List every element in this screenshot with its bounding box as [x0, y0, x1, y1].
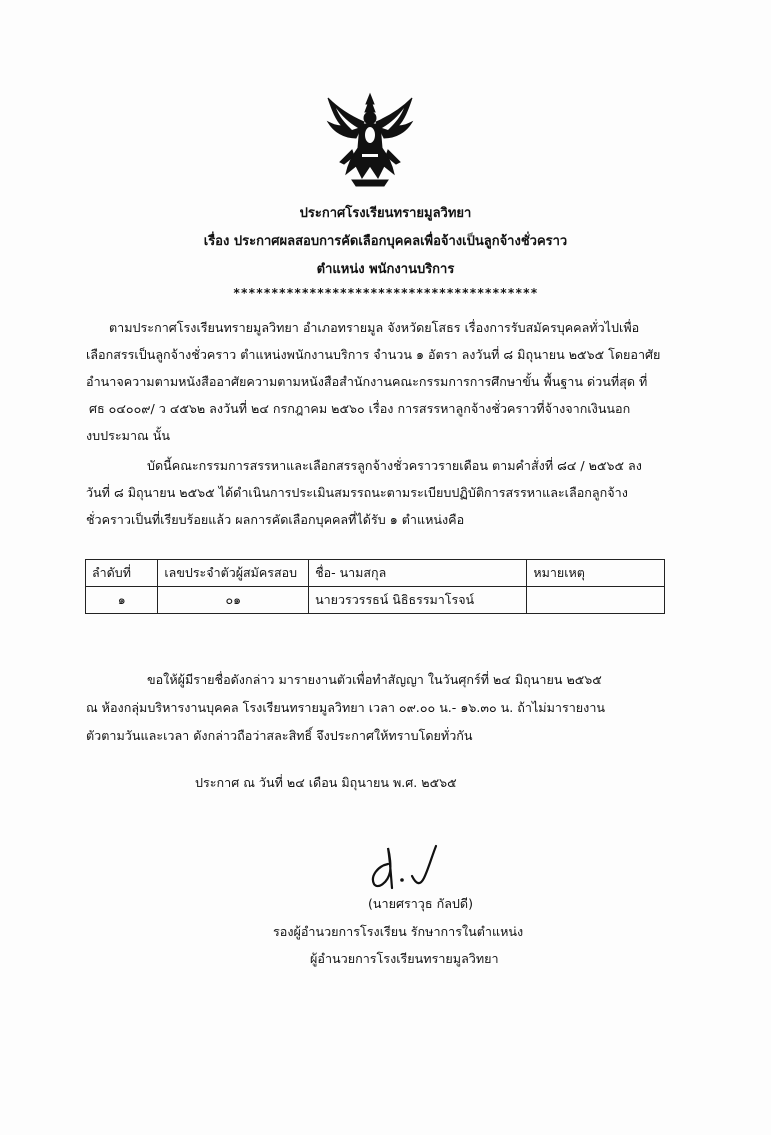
paragraph-line: ศธ ๐๔๐๐๙/ ว ๔๕๖๒ ลงวันที่ ๒๔ กรกฎาคม ๒๕๖๐ เรื่อง การสรรหาลูกจ้างชั่วคราวที่จ้างจากเงินนอก [89, 401, 631, 416]
garuda-emblem [322, 92, 418, 188]
announcement-title: ประกาศโรงเรียนทรายมูลวิทยา [299, 206, 472, 221]
header-full-name: ชื่อ- นามสกุล [309, 560, 527, 587]
paragraph-line: อำนาจความตามหนังสืออาศัยความตามหนังสือสำนักงานคณะกรรมการการศึกษาขั้น พื้นฐาน ด่วนที่สุด ที่ [86, 374, 648, 389]
header-remarks: หมายเหตุ [527, 560, 665, 587]
table-row [86, 587, 665, 614]
table-header-row [86, 560, 665, 587]
announcement-subject: เรื่อง ประกาศผลสอบการคัดเลือกบุคคลเพื่อจ้างเป็นลูกจ้างชั่วคราว [203, 234, 568, 249]
cell-applicant-id: ๐๑ [158, 587, 309, 614]
paragraph-line: งบประมาณ นั้น [86, 428, 170, 443]
paragraph-line: บัดนี้คณะกรรมการสรรหาและเลือกสรรลูกจ้างชั่วคราวรายเดือน ตามคำสั่งที่ ๘๔ / ๒๕๖๕ ลง [147, 458, 642, 473]
cell-remarks [527, 587, 665, 614]
paragraph-line: เลือกสรรเป็นลูกจ้างชั่วคราว ตำแหน่งพนักงานบริการ จำนวน ๑ อัตรา ลงวันที่ ๘ มิถุนายน ๒๕๖๕ โดยอาศัย [86, 347, 661, 362]
paragraph-line: ณ ห้องกลุ่มบริหารงานบุคคล โรงเรียนทรายมูลวิทยา เวลา ๐๙.๐๐ น.- ๑๖.๓๐ น. ถ้าไม่มารายงาน [86, 700, 606, 715]
paragraph-line: ตามประกาศโรงเรียนทรายมูลวิทยา อำเภอทรายมูล จังหวัดยโสธร เรื่องการรับสมัครบุคคลทั่วไปเพื่อ [109, 320, 640, 335]
signatory-name: (นายศราวุธ กัลปดี) [368, 896, 473, 911]
announcement-position: ตำแหน่ง พนักงานบริการ [316, 262, 455, 277]
signatory-role-acting: รองผู้อำนวยการโรงเรียน รักษาการในตำแหน่ง [273, 924, 524, 939]
cell-order: ๑ [86, 587, 158, 614]
paragraph-line: ขอให้ผู้มีรายชื่อดังกล่าว มารายงานตัวเพื่อทำสัญญา ในวันศุกร์ที่ ๒๔ มิถุนายน ๒๕๖๕ [147, 672, 602, 687]
header-order: ลำดับที่ [86, 560, 158, 587]
paragraph-line: วันที่ ๘ มิถุนายน ๒๕๖๕ ได้ดำเนินการประเมินสมรรถนะตามระเบียบปฏิบัติการสรรหาและเลือกลูกจ้าง [86, 485, 628, 500]
announcement-date: ประกาศ ณ วันที่ ๒๔ เดือน มิถุนายน พ.ศ. ๒๕๖๕ [195, 775, 457, 790]
separator-line: **************************************** [233, 286, 538, 300]
handwritten-signature [360, 842, 450, 898]
paragraph-line: ชั่วคราวเป็นที่เรียบร้อยแล้ว ผลการคัดเลือกบุคคลที่ได้รับ ๑ ตำแหน่งคือ [86, 512, 465, 527]
signatory-role-director: ผู้อำนวยการโรงเรียนทรายมูลวิทยา [310, 951, 499, 966]
results-table [85, 559, 665, 614]
header-applicant-id: เลขประจำตัวผู้สมัครสอบ [158, 560, 309, 587]
paragraph-line: ตัวตามวันและเวลา ดังกล่าวถือว่าสละสิทธิ์ จึงประกาศให้ทราบโดยทั่วกัน [86, 728, 473, 743]
cell-full-name: นายวรวรรธน์ นิธิธรรมาโรจน์ [309, 587, 527, 614]
